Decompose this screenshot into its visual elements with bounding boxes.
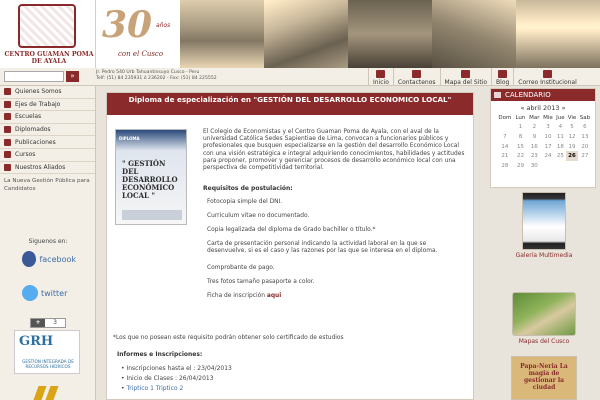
calendar-day-header: Sab [579,114,591,121]
gallery-image [522,192,566,250]
mail-icon [412,70,421,78]
calendar-widget [490,88,596,188]
requirement-item [207,293,463,300]
anniversary-badge [96,0,180,68]
calendar-day[interactable]: 14 [501,143,509,150]
calendar-day[interactable]: 5 [570,124,574,131]
topnav-mapa[interactable] [440,68,492,86]
nav-label: Diplomados [15,126,51,134]
topnav-label: Mapa del Sitio [444,79,488,86]
nav-ejes[interactable] [0,99,95,112]
calendar-week [496,142,592,152]
calendar-day[interactable]: 16 [530,143,538,150]
brochure-image[interactable] [115,129,187,225]
calendar-day[interactable]: 3 [546,124,550,131]
header-photo [180,0,264,68]
calendar-day-header: Mar [529,114,540,121]
search-button[interactable]: » [66,71,79,82]
calendar-day[interactable]: 7 [503,133,507,140]
main-content [106,92,474,400]
gallery-box[interactable] [492,192,596,259]
twitter-link[interactable] [22,284,76,302]
top-nav [368,68,581,86]
blog-icon [498,70,507,78]
school-icon [4,113,11,120]
calendar-day[interactable]: 26 [566,151,578,161]
calendar-day[interactable]: 20 [581,143,589,150]
header-photo [348,0,432,68]
calendar-day[interactable]: 30 [530,162,538,169]
calendar-day[interactable]: 11 [556,133,564,140]
triptico-2-link[interactable]: Triptico 2 [155,385,184,392]
requirement-item: Tres fotos tamaño pasaporte a color. [207,279,315,285]
calendar-day [496,123,514,133]
anniversary-cusco: con el Cusco [118,50,164,58]
header-photo-strip [180,0,600,68]
nav-aliados[interactable] [0,162,95,175]
topnav-blog[interactable] [491,68,513,86]
envelope-icon [543,70,552,78]
logo-text: CENTRO GUAMAN POMA DE AYALA [4,51,94,65]
calendar-day[interactable]: 29 [516,162,524,169]
topnav-label: Correo Institucional [518,79,577,86]
anniversary-years: años [156,22,171,29]
nav-label: Publicaciones [15,138,56,146]
handshake-icon [4,164,11,171]
nav-escuelas[interactable] [0,111,95,124]
home-icon [376,70,385,78]
calendar-day[interactable]: 13 [581,133,589,140]
grh-caption: GESTION INTEGRADA DE RECURSOS HIDRICOS [22,359,74,369]
maps-image [512,292,576,336]
calendar-week [496,151,592,161]
topnav-correo[interactable] [513,68,580,86]
people-icon [4,88,11,95]
page-title: Diploma de especialización en "GESTIÓN DEL DESARROLLO ECONOMICO LOCAL" [107,93,473,115]
calendar-day [578,161,592,171]
calendar-day [555,161,567,171]
calendar-day[interactable]: 24 [544,153,552,160]
info-text: Inicio de Clases : 26/04/2013 [126,375,214,382]
intro-text: El Colegio de Economistas y el Centro Guaman Poma de Ayala, con el aval de la universidad Católica Sedes Sapientiae de Lima, convocan a funcionarios públicos y profesionales que busquen especializarse en la gestión del desarrollo Económico Local con una visión estratégica e integral adquiriendo conocimientos, habilidades y actitudes para proponer, promover y gerenciar procesos de desarrollo económico local con una perspectiva de competitividad territorial. [203,129,465,172]
target-icon [4,101,11,108]
calendar-day[interactable]: 17 [544,143,552,150]
info-item: • Inscripciones hasta el : 23/04/2013 [121,365,232,372]
calendar-day[interactable]: 15 [516,143,524,150]
calendar-week [496,161,592,171]
info-text: Inscripciones hasta el : 23/04/2013 [126,365,232,372]
facebook-icon [22,251,36,267]
calendar-day[interactable]: 25 [556,153,564,160]
footnote: *Los que no posean este requisito podrán obtener solo certificado de estudios [113,335,344,341]
gallery-caption: Galería Multimedia [515,252,573,259]
triptico-1-link[interactable]: Triptico 1 [126,385,154,392]
calendar-day-header: Dom [498,114,512,121]
gplus-button[interactable] [30,318,66,328]
header [0,0,600,68]
calendar-day[interactable]: 6 [583,124,587,131]
book-title: Papa-Neria La magia de gestionar la ciudad [520,363,568,391]
calendar-day-header: Lun [515,114,526,121]
calendar-day[interactable]: 21 [501,153,509,160]
calendar-day[interactable]: 19 [568,143,576,150]
brochure-label: DIPLOMA [119,136,140,141]
follow-label: Siguenos en: [28,238,68,245]
calendar-title: CALENDARIO [505,91,551,99]
calendar-icon [494,92,501,98]
nav-label: Ejes de Trabajo [15,100,61,108]
header-photo [516,0,600,68]
calendar-day[interactable]: 12 [568,133,576,140]
maps-caption: Mapas del Cusco [518,338,570,345]
topnav-label: Inicio [373,79,389,86]
book-icon [4,139,11,146]
info-item: • Triptico 1 Triptico 2 [121,385,184,392]
calendar-day[interactable]: 4 [558,124,563,131]
calendar-day [566,161,578,171]
calendar-day[interactable]: 18 [556,143,564,150]
diploma-icon [4,126,11,133]
site-logo[interactable] [0,0,96,68]
info-title: Informes e Inscripciones: [117,351,203,358]
nav-label: Cursos [15,151,36,159]
calendar-day[interactable]: 27 [581,153,589,160]
requirements-title: Requisitos de postulación: [203,185,293,192]
nav-label: Nuestros Aliados [15,163,66,171]
phone-line: Telf: (51) 84 235931 ó 236202 - Fax: (51) 84 225552 [96,76,217,81]
calendar-header [491,89,595,101]
header-photo [264,0,348,68]
topnav-label: Contactenos [397,79,436,86]
address-block [96,70,346,82]
info-item: • Inicio de Clases : 26/04/2013 [121,375,214,382]
facebook-label: facebook [39,254,76,264]
maps-box[interactable] [492,292,596,345]
brochure-title: " GESTIÓN DEL DESARROLLO ECONÓMICO LOCAL " [122,159,178,200]
calendar-day-header: Jue [556,114,565,121]
requirement-item: Fotocopia simple del DNI. [207,199,283,205]
calendar-day[interactable]: 23 [530,153,538,160]
nav-diplomados[interactable] [0,124,95,137]
calendar-day [541,161,554,171]
nav-quienes-somos[interactable] [0,86,95,99]
address-line: Jr. Pedro 540 Urb Tahuantinsuyo Cusco - Peru [96,70,200,75]
book-image [511,356,577,400]
course-icon [4,151,11,158]
calendar-day[interactable]: 8 [518,133,523,140]
calendar-day[interactable]: 2 [532,124,537,131]
twitter-icon [22,285,38,301]
topnav-contactenos[interactable] [393,68,440,86]
book-box[interactable] [492,356,596,400]
nav-label: Escuelas [15,113,42,121]
requirement-item: Carta de presentación personal indicando la actividad laboral en la que se desenvuelve, si es el caso y las razones por las que se interesa en el diploma. [207,241,438,254]
nav-publicaciones[interactable] [0,136,95,149]
calendar-day[interactable]: 1 [518,124,523,131]
calendar-day-header: Mie [543,114,553,121]
calendar-day[interactable]: 28 [501,162,509,169]
calendar-month-nav[interactable]: « abril 2013 » [520,104,566,112]
requirement-text: Ficha de inscripción [207,293,265,299]
calendar-day[interactable]: 9 [532,133,537,140]
grh-mark: GRH [19,334,54,349]
registration-form-link[interactable]: aqui [266,293,282,299]
nav-label: Quienes Somos [15,88,62,96]
anniversary-number: 30 [102,4,153,46]
calendar-day-header: Vie [567,114,577,121]
requirement-item: Copia legalizada del diploma de Grado bachiller o título.* [207,227,376,233]
calendar-week [496,123,592,133]
gplus-icon: + [31,319,45,327]
calendar-day[interactable]: 10 [544,133,552,140]
nav-cursos[interactable] [0,149,95,162]
calendar-grid [496,113,592,171]
requirement-item: Comprobante de pago. [207,265,275,271]
header-photo [432,0,516,68]
calendar-day[interactable]: 22 [516,153,524,160]
grh-banner[interactable] [14,330,80,374]
nav-sub-link[interactable]: La Nueva Gestión Pública para Candidatos [4,178,90,193]
twitter-label: twitter [41,288,68,298]
facebook-link[interactable] [22,250,76,268]
topnav-inicio[interactable] [368,68,393,86]
search-input[interactable] [4,71,64,82]
topnav-label: Blog [496,79,510,86]
brochure-footer [122,210,182,220]
gplus-count: 3 [53,319,57,326]
requirement-item: Curriculum vitae no documentado. [207,213,310,219]
seal-icon [18,4,76,48]
map-icon [461,70,470,78]
calendar-week [496,132,592,142]
